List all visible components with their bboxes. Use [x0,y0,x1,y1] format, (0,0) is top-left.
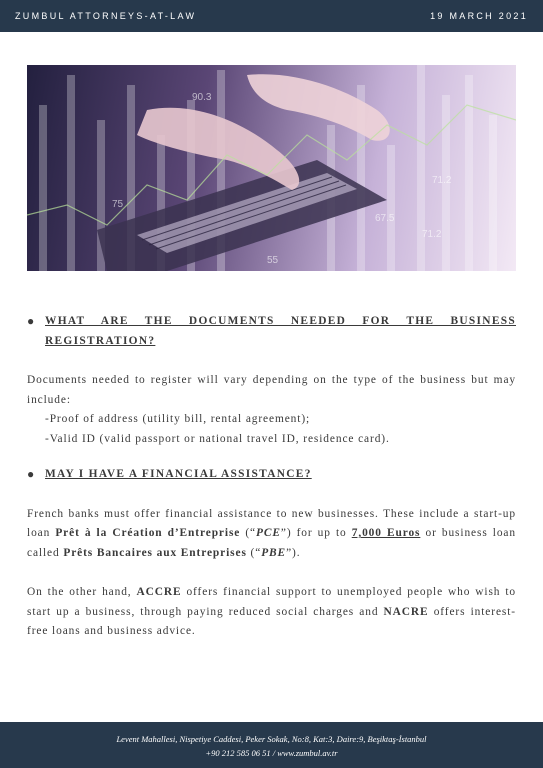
loan-amount: 7,000 Euros [351,527,421,539]
article-body [27,312,516,642]
question-documents-line2: REGISTRATION? [45,334,156,347]
svg-text:67.5: 67.5 [375,213,395,224]
page-footer [0,722,543,768]
document-date: 19 MARCH 2021 [430,11,528,21]
list-item: -Valid ID (valid passport or national travel ID, residence card). [45,432,390,445]
firm-name: ZUMBUL ATTORNEYS-AT-LAW [15,11,197,21]
hero-illustration [27,65,516,271]
footer-contact: +90 212 585 06 51 / www.zumbul.av.tr [205,748,338,758]
question-documents-line1: WHAT ARE THE DOCUMENTS NEEDED FOR THE BUSINESS [45,315,516,327]
question-financial-text: MAY I HAVE A FINANCIAL ASSISTANCE? [45,468,312,480]
footer-address: Levent Mahallesi, Nispetiye Caddesi, Peker Sokak, No:8, Kat:3, Daire:9, Beşiktaş-İstanbul [116,734,427,744]
list-item: -Proof of address (utility bill, rental agreement); [45,413,311,425]
bullet-icon: ● [27,467,36,481]
svg-text:75: 75 [112,199,124,210]
svg-text:71.2: 71.2 [432,175,452,186]
support-paragraph: On the other hand, ACCRE offers financial support to unemployed people who wish to start up a business, through paying reduced social charges and NACRE offers interest-free loans and business advice. [27,586,516,637]
bullet-icon: ● [27,314,36,328]
svg-text:71.2: 71.2 [422,229,442,240]
question-documents [27,312,516,351]
hero-image [27,65,516,271]
svg-text:55: 55 [267,255,279,266]
question-financial [27,465,516,485]
financial-paragraph: French banks must offer financial assistance to new businesses. These include a start-up loan Prêt à la Création d’Entreprise (“PCE”) for up to 7,000 Euros or business loan called Prêts Bancaires aux Entreprises (“PBE”). [27,507,516,559]
documents-intro: Documents needed to register will vary depending on the type of the business but may include: [27,374,516,406]
svg-text:90.3: 90.3 [192,92,212,103]
page-header [0,0,543,32]
